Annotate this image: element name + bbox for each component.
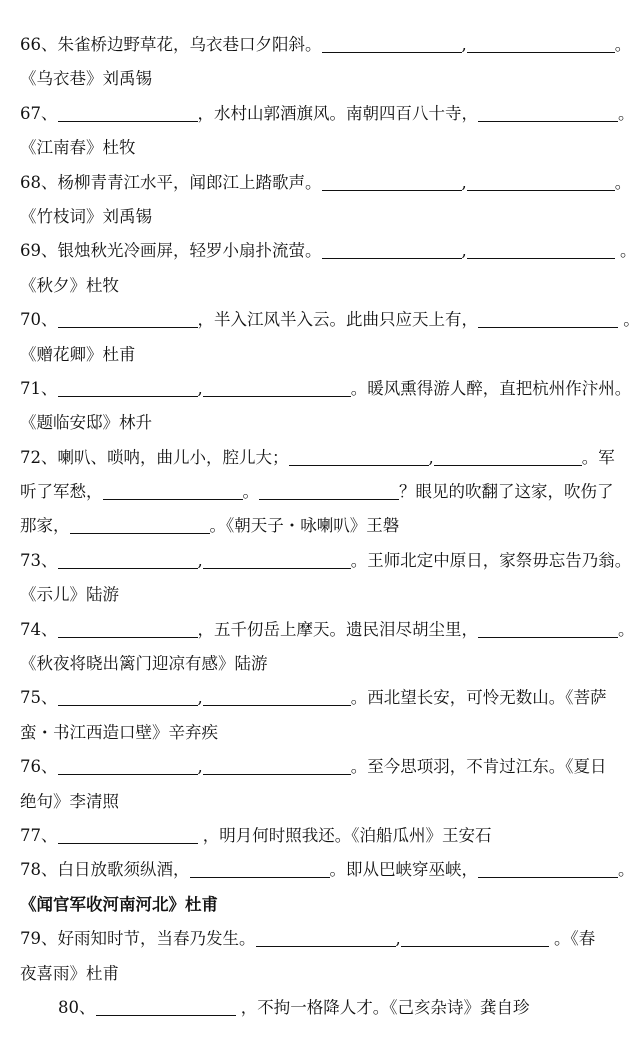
worksheet-line (20, 750, 626, 784)
answer-blank (58, 756, 198, 775)
answer-blank (467, 34, 615, 53)
line-text: 。军 (581, 447, 615, 467)
worksheet-line (20, 62, 626, 96)
line-text: 《乌衣巷》刘禹锡 (20, 69, 152, 89)
line-text: 夜喜雨》杜甫 (20, 963, 119, 983)
line-text: ？眼见的吹翻了这家，吹伤了 (399, 482, 614, 502)
answer-blank (434, 447, 582, 466)
line-text: 《题临安邸》林升 (20, 413, 152, 433)
line-text: 《赠花卿》杜甫 (20, 344, 136, 364)
line-text: 67、 (20, 103, 58, 123)
worksheet-line (20, 509, 626, 543)
answer-blank (467, 240, 615, 259)
worksheet-line (20, 303, 640, 337)
line-text: 听了军愁， (20, 482, 103, 502)
worksheet-line (20, 166, 632, 200)
answer-blank (58, 309, 198, 328)
answer-blank (203, 687, 351, 706)
worksheet-line (20, 888, 626, 922)
line-text: 。至今思项羽，不肯过江东。《夏日 (350, 757, 607, 777)
line-text: 绝句》李清照 (20, 791, 119, 811)
answer-blank (58, 619, 198, 638)
line-text: , (461, 35, 467, 54)
line-text: 《秋夕》杜牧 (20, 275, 119, 295)
line-text: 《江南春》杜牧 (20, 138, 136, 158)
answer-blank (103, 481, 243, 500)
line-text: 。 (614, 241, 637, 261)
line-text: 。 (242, 482, 259, 502)
answer-blank (322, 240, 462, 259)
worksheet-line (20, 647, 626, 681)
line-text: 72、喇叭、唢呐，曲儿小，腔儿大； (20, 447, 289, 467)
worksheet-line (20, 441, 626, 475)
line-text: 。 (618, 310, 640, 330)
worksheet-line (20, 28, 632, 62)
line-text: ，五千仞岳上摩天。遗民泪尽胡尘里， (197, 619, 478, 639)
worksheet-line (20, 819, 626, 853)
line-text: 69、银烛秋光冷画屏，轻罗小扇扑流萤。 (20, 241, 322, 261)
worksheet-line (20, 406, 626, 440)
answer-blank (322, 34, 462, 53)
line-text: ，半入江风半入云。此曲只应天上有， (197, 310, 478, 330)
worksheet-line (20, 578, 626, 612)
answer-blank (259, 481, 399, 500)
answer-blank (70, 515, 210, 534)
answer-blank (203, 756, 351, 775)
line-text: ，明月何时照我还。《泊船瓜州》王安石 (197, 825, 492, 845)
answer-blank (256, 928, 396, 947)
line-text: 。 (618, 103, 635, 123)
answer-blank (58, 103, 198, 122)
line-text: , (461, 241, 467, 261)
answer-blank (58, 687, 198, 706)
worksheet-line (20, 338, 626, 372)
line-text: 74、 (20, 619, 58, 639)
line-text: 76、 (20, 757, 58, 777)
line-text: 79、好雨知时节，当春乃发生。 (20, 929, 256, 949)
worksheet-line (20, 200, 626, 234)
line-text: 。即从巴峡穿巫峡， (329, 860, 478, 880)
worksheet-line (20, 922, 626, 956)
answer-blank (58, 825, 198, 844)
worksheet-line (20, 613, 635, 647)
answer-blank (478, 619, 618, 638)
line-text: ，水村山郭酒旗风。南朝四百八十寺， (197, 103, 478, 123)
worksheet-line (20, 785, 626, 819)
line-text: 。西北望长安，可怜无数山。《菩萨 (350, 688, 607, 708)
line-text: , (197, 688, 203, 708)
worksheet-line (20, 372, 632, 406)
worksheet-line (20, 475, 626, 509)
line-text: 蛮・书江西造口壁》辛弃疾 (20, 722, 218, 742)
answer-blank (478, 309, 618, 328)
worksheet-line (20, 716, 626, 750)
line-text: 那家， (20, 516, 70, 536)
line-text: 75、 (20, 688, 58, 708)
answer-blank (401, 928, 549, 947)
line-text: 73、 (20, 550, 58, 570)
line-text: 77、 (20, 825, 58, 845)
worksheet-line (20, 131, 626, 165)
line-text: , (197, 378, 203, 398)
answer-blank (203, 550, 351, 569)
line-text: 。暖风熏得游人醉，直把杭州作汴州。 (350, 378, 632, 398)
worksheet-line (20, 269, 626, 303)
line-text: 。 (618, 619, 635, 639)
line-text: 80、 (58, 997, 96, 1017)
answer-blank (203, 378, 351, 397)
worksheet-line (20, 991, 626, 1025)
answer-blank (96, 997, 236, 1016)
line-text: 。 (614, 172, 632, 192)
line-text: , (461, 172, 467, 192)
line-text: 《示儿》陆游 (20, 585, 119, 605)
worksheet-line (20, 681, 626, 715)
worksheet-line (20, 544, 632, 578)
line-text: 。 (614, 35, 632, 54)
worksheet-line (20, 234, 637, 268)
line-text: 。《春 (548, 929, 596, 949)
line-text: 71、 (20, 378, 58, 398)
line-text: 68、杨柳青青江水平，闻郎江上踏歌声。 (20, 172, 322, 192)
answer-blank (322, 172, 462, 191)
answer-blank (467, 172, 615, 191)
answer-blank (478, 859, 618, 878)
line-text: 。王师北定中原日，家祭毋忘告乃翁。 (350, 550, 632, 570)
answer-blank (58, 550, 198, 569)
worksheet-line (20, 853, 635, 887)
line-text: 《竹枝词》刘禹锡 (20, 206, 152, 226)
worksheet-line (20, 957, 626, 991)
line-text: 。 (618, 860, 635, 880)
line-text: 70、 (20, 310, 58, 330)
line-text: 66、朱雀桥边野草花，乌衣巷口夕阳斜。 (20, 35, 322, 54)
line-text: , (197, 550, 203, 570)
line-text: 。《朝天子・咏喇叭》王磐 (209, 516, 400, 536)
line-text: 《闻官军收河南河北》杜甫 (20, 894, 218, 914)
line-text: ，不拘一格降人才。《己亥杂诗》龚自珍 (235, 997, 530, 1017)
answer-blank (478, 103, 618, 122)
answer-blank (58, 378, 198, 397)
line-text: 《秋夜将晓出篱门迎凉有感》陆游 (20, 654, 268, 674)
line-text: , (197, 757, 203, 777)
line-text: , (395, 929, 401, 949)
line-text: , (428, 447, 434, 467)
line-text: 78、白日放歌须纵酒， (20, 860, 190, 880)
answer-blank (190, 859, 330, 878)
answer-blank (289, 447, 429, 466)
worksheet-line (20, 97, 635, 131)
